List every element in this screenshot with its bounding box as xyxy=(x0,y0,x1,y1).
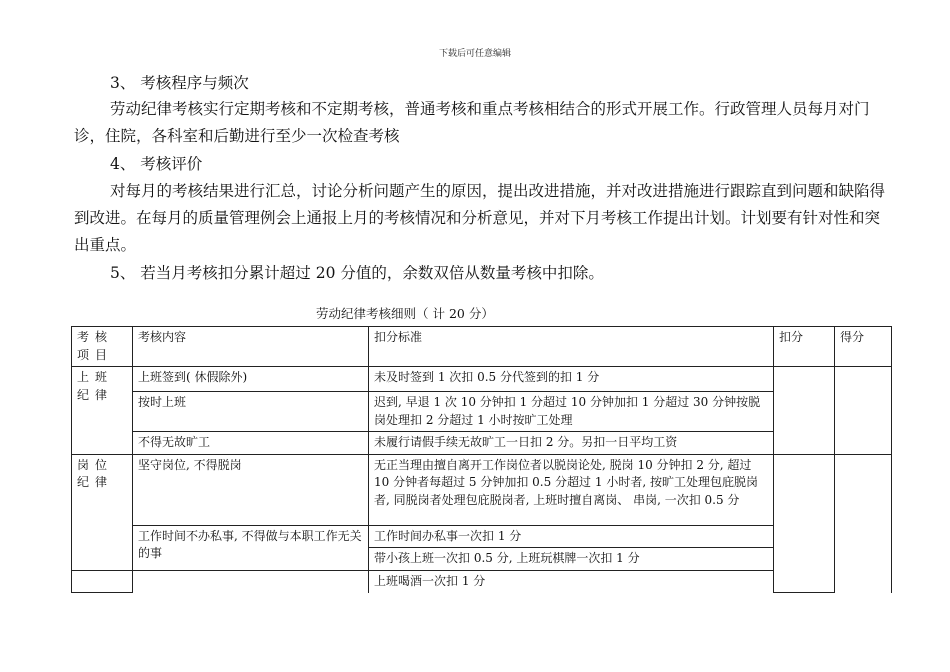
content-cell: 坚守岗位, 不得脱岗 xyxy=(133,454,369,525)
table-caption: 劳动纪律考核细则（ 计 20 分） xyxy=(316,306,494,321)
content-cell: 上班签到( 休假除外) xyxy=(133,367,369,392)
score-cell xyxy=(835,367,892,455)
content-cell: 工作时间不办私事, 不得做与本职工作无关的事 xyxy=(133,525,369,571)
col-header-content: 考核内容 xyxy=(133,327,369,367)
category-cell-empty xyxy=(72,571,133,593)
score-cell xyxy=(835,454,892,593)
table-row xyxy=(72,392,892,432)
table-row xyxy=(72,525,892,548)
table-row xyxy=(72,571,892,593)
content-cell: 按时上班 xyxy=(133,392,369,432)
deduct-cell xyxy=(774,454,835,593)
col-header-standard: 扣分标准 xyxy=(369,327,774,367)
table-row xyxy=(72,432,892,455)
section-4-body: 对每月的考核结果进行汇总，讨论分析问题产生的原因，提出改进措施，并对改进措施进行跟踪直到问题和缺陷得到改进。在每月的质量管理例会上通报上月的考核情况和分析意见，并对下月考核工作提出计划。计划要有针对性和突出重点。 xyxy=(74,182,886,254)
content-cell-empty xyxy=(133,571,369,593)
deduct-cell xyxy=(774,367,835,455)
section-5-text: 5、 若当月考核扣分累计超过 20 分值的，余数双倍从数量考核中扣除。 xyxy=(110,264,604,282)
discipline-table xyxy=(71,326,892,593)
standard-cell: 迟到, 早退 1 次 10 分钟扣 1 分超过 10 分钟加扣 1 分超过 30 分钟按脱岗处理扣 2 分超过 1 小时按旷工处理 xyxy=(369,392,774,432)
section-3-body: 劳动纪律考核实行定期考核和不定期考核，普通考核和重点考核相结合的形式开展工作。行政管理人员每月对门诊，住院，各科室和后勤进行至少一次检查考核 xyxy=(74,100,870,145)
standard-cell: 上班喝酒一次扣 1 分 xyxy=(369,571,774,593)
standard-cell: 带小孩上班一次扣 0.5 分, 上班玩棋牌一次扣 1 分 xyxy=(369,548,774,571)
content-cell: 不得无故旷工 xyxy=(133,432,369,455)
standard-cell: 工作时间办私事一次扣 1 分 xyxy=(369,525,774,548)
section-4-heading: 4、 考核评价 xyxy=(110,155,203,173)
standard-cell: 未及时签到 1 次扣 0.5 分代签到的扣 1 分 xyxy=(369,367,774,392)
table-row xyxy=(72,367,892,392)
col-header-deduct: 扣分 xyxy=(774,327,835,367)
table-header-row xyxy=(72,327,892,367)
section-3-heading: 3、 考核程序与频次 xyxy=(110,74,249,92)
category-cell: 岗位纪律 xyxy=(72,454,133,571)
table-row xyxy=(72,454,892,525)
page-header-note: 下载后可任意编辑 xyxy=(438,49,511,59)
standard-cell: 未履行请假手续无故旷工一日扣 2 分。另扣一日平均工资 xyxy=(369,432,774,455)
category-cell: 上班纪律 xyxy=(72,367,133,455)
col-header-score: 得分 xyxy=(835,327,892,367)
col-header-category: 考核项目 xyxy=(72,327,133,367)
standard-cell: 无正当理由擅自离开工作岗位者以脱岗论处, 脱岗 10 分钟扣 2 分, 超过 10 分钟者每超过 5 分钟加扣 0.5 分超过 1 小时者, 按旷工处理包庇脱岗者, 同脱岗者处理包庇脱岗者, 上班时擅自离岗、 串岗, 一次扣 0.5 分 xyxy=(369,454,774,525)
